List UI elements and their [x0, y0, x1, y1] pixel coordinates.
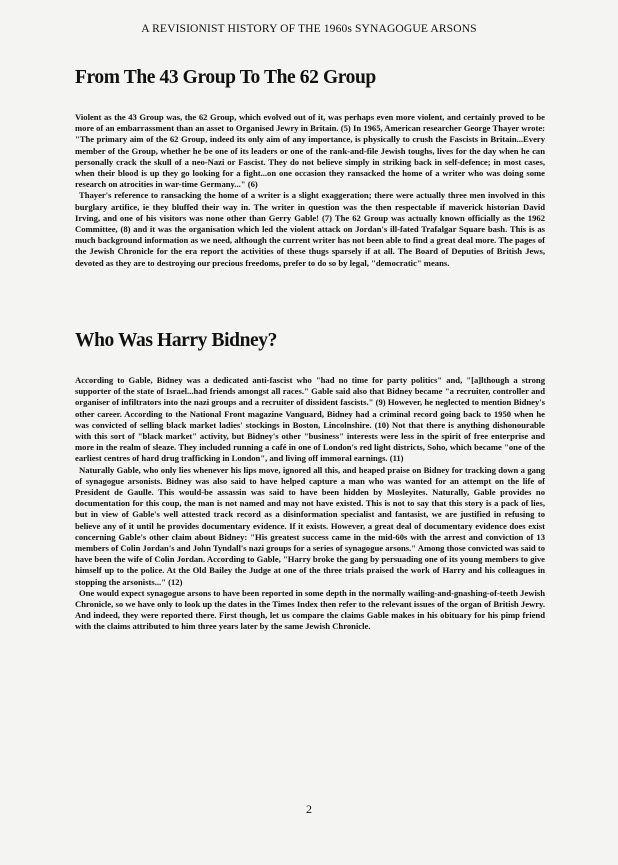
section-heading: From The 43 Group To The 62 Group: [75, 67, 376, 88]
section-body: [75, 112, 545, 269]
running-header: A REVISIONIST HISTORY OF THE 1960s SYNAGOGUE ARSONS: [141, 22, 477, 35]
paragraph: According to Gable, Bidney was a dedicated anti-fascist who "had no time for party politics" and, "[a]lthough a strong supporter of the state of Israel...had friends amongst all races." Gable said also that Bidney became "a recruiter, controller and organiser of infiltrators into the nazi groups and a recruiter of dissident fascists." (9) However, he neglected to mention Bidney's other career. According to the National Front magazine Vanguard, Bidney had a criminal record going back to 1950 when he was convicted of selling black market ladies' stockings in Boston, Lincolnshire. (10) Not that there is anything dishonourable with this sort of "black market" activity, but Bidney's other "business" interests were less in the spirit of free enterprise and more in the realm of sleaze. They included running a café in one of London's red light districts, Soho, which became "one of the earliest centres of hard drug trafficking in London", and living off immoral earnings. (11): [75, 375, 545, 464]
page-number: 2: [306, 802, 312, 816]
paragraph: Thayer's reference to ransacking the home of a writer is a slight exaggeration; there were actually three men involved in this burglary artifice, ie they bluffed their way in. The writer in question was the then respectable if maverick historian David Irving, and one of his visitors was none other than Gerry Gable! (7) The 62 Group was actually known officially as the 1962 Committee, (8) and it was the organisation which led the violent attack on Jordan's ill-fated Trafalgar Square bash. This is as much background information as we need, although the current writer has not been able to find a great deal more. The pages of the Jewish Chronicle for the era report the activities of these thugs sparsely if at all. The Board of Deputies of British Jews, devoted as they are to destroying our precious freedoms, prefer to do so by legal, "democratic" means.: [75, 190, 545, 268]
paragraph: One would expect synagogue arsons to have been reported in some depth in the normally wailing-and-gnashing-of-teeth Jewish Chronicle, so we have only to look up the dates in the Times Index then refer to the relevant issues of the organ of British Jewry. And indeed, they were reported there. First though, let us compare the claims Gable makes in his obituary for his pimp friend with the claims attributed to him three years later by the same Jewish Chronicle.: [75, 587, 545, 632]
paragraph: Violent as the 43 Group was, the 62 Group, which evolved out of it, was perhaps even more violent, and certainly proved to be more of an embarrassment than an asset to Organised Jewry in Britain. (5) In 1965, American researcher George Thayer wrote: "The primary aim of the 62 Group, indeed its only aim of any importance, is physically to crush the Fascists in Britain...Every member of the Group, whether he be one of its leaders or one of the rank-and-file Jewish toughs, lives for the day when he can personally crack the skull of a neo-Nazi or Fascist. They do not believe simply in striking back in self-defence; in most cases, when their blood is up they go looking for a fight...on one occasion they ransacked the home of a writer who was doing some research on atrocities in war-time Germany..." (6): [75, 112, 545, 190]
paragraph: Naturally Gable, who only lies whenever his lips move, ignored all this, and heaped praise on Bidney for tracking down a gang of synagogue arsonists. Bidney was also said to have helped capture a man who was wanted for an attempt on the life of President de Gaulle. This would-be assassin was said to have been hidden by Mosleyites. Naturally, Gable provides no documentation for this coup, the man is not named and may not have existed. This is not to say that this story is a pack of lies, but in view of Gable's well attested track record as a disinformation specialist and fantasist, we are justified in refusing to believe any of it until he provides documentary evidence. If it exists. However, a great deal of documentary evidence does exist concerning Gable's other claim about Bidney: "His greatest success came in the mid-60s with the arrest and conviction of 13 members of Colin Jordan's and John Tyndall's nazi groups for a series of synagogue arsons." Among those convicted was said to have been the wife of Colin Jordan. According to Gable, "Harry broke the gang by persuading one of its young members to give himself up to the police. At the Old Bailey the Judge at one of the three trials praised the work of Harry and his colleagues in stopping the arsonists..." (12): [75, 464, 545, 587]
section-heading: Who Was Harry Bidney?: [75, 330, 277, 351]
section-body: [75, 375, 545, 633]
